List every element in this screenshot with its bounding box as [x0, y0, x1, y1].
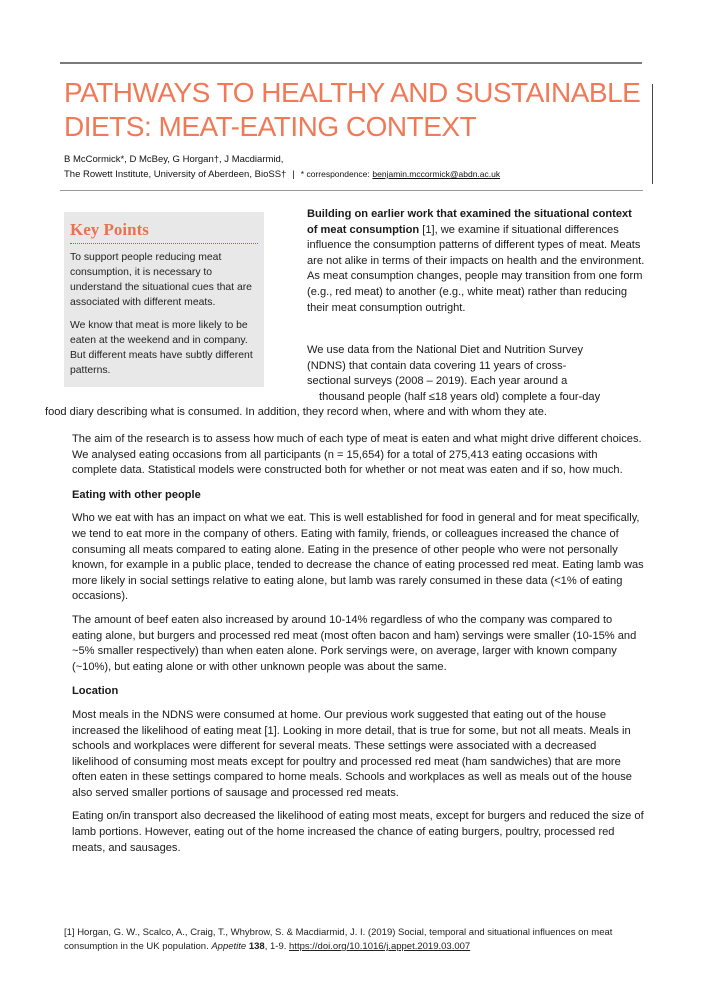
intro-p2-line-1: We use data from the National Diet and Nutrition Survey	[307, 344, 584, 356]
doi-link[interactable]: https://doi.org/10.1016/j.appet.2019.03.007	[289, 941, 471, 952]
intro-p2-line-3: sectional surveys (2008 – 2019). Each year around a	[307, 375, 568, 388]
key-point-1: To support people reducing meat consumption, it is necessary to understand the situational cues that are associated with different meats.	[70, 252, 252, 308]
reference-footnote	[64, 926, 644, 954]
reference-pages: , 1-9.	[264, 941, 290, 952]
reference-journal: Appetite	[211, 941, 247, 952]
author-block	[64, 153, 500, 182]
header-divider	[60, 190, 643, 191]
company-paragraph-2: The amount of beef eaten also increased by around 10-14% regardless of who the company was compared to eating alone, but burgers and processed red meat (most often bacon and ham) servings were smaller (10-15% and ~5% smaller respectively) than when eaten alone. Pork servings were, on average, larger with known company (~10%), but eating alone or with other unknown people was about the same.	[72, 613, 637, 673]
affiliation: The Rowett Institute, University of Aberdeen, BioSS†	[64, 169, 287, 180]
authors-list: B McCormick*, D McBey, G Horgan†, J Macdiarmid,	[64, 154, 284, 165]
reference-text: [1] Horgan, G. W., Scalco, A., Craig, T., Whybrow, S. & Macdiarmid, J. I. (2019) Social, temporal and situational influences on meat consumption in the UK population.	[64, 927, 613, 952]
email-link[interactable]: benjamin.mccormick@abdn.ac.uk	[372, 169, 501, 179]
intro-bold-lead: Building on earlier work that examined the situational context of meat consumption	[307, 208, 632, 236]
location-paragraph-1: Most meals in the NDNS were consumed at home. Our previous work suggested that eating out of the house increased the likelihood of eating meat [1]. Looking in more detail, that is true for some, but not all meats. Meals in schools and workplaces were different for several meats. These settings were associated with a decreased likelihood of consuming most meats except for poultry and processed red meat (ham sandwiches) that are more often eaten in these settings compared to home meals. Schools and workplaces as well as meals out of the house also served smaller portions of sausage and processed red meats.	[72, 708, 632, 799]
section-heading-company: Eating with other people	[72, 488, 201, 501]
reference-volume: 138	[248, 941, 265, 952]
key-point-2: We know that meat is more likely to be eaten at the weekend and in company. But different meats have subtly different patterns.	[70, 320, 253, 376]
intro-paragraph-1	[307, 207, 645, 316]
key-points-box	[64, 212, 264, 387]
correspondence-label: * correspondence:	[300, 169, 370, 179]
intro-p2-line-5: food diary describing what is consumed. In addition, they record when, where and with whom they ate.	[45, 406, 547, 418]
intro-p2-line-4: thousand people (half ≤18 years old) complete a four-day	[319, 390, 601, 403]
page-title	[64, 76, 654, 144]
main-column	[72, 432, 644, 856]
intro-paragraph-2-top	[307, 343, 652, 405]
intro-rest: [1], we examine if situational differences influence the consumption patterns of different types of meat. Meats are not alike in terms of their impacts on health and the environment. As meat consumption changes, people may transition from one form (e.g., red meat) to another (e.g., white meat) rather than reducing their meat consumption outright.	[307, 223, 645, 314]
title-line-2: DIETS: MEAT-EATING CONTEXT	[64, 111, 477, 142]
affiliation-line	[64, 167, 500, 182]
intro-column	[307, 207, 645, 316]
section-heading-location: Location	[72, 685, 119, 698]
aim-paragraph: The aim of the research is to assess how much of each type of meat is eaten and what might drive different choices. We analysed eating occasions from all participants (n = 15,654) for a total of 275,413 eating occasions with complete data. Statistical models were constructed both for whether or not meat was eaten and if so, how much.	[72, 433, 642, 477]
intro-p2-line-2: (NDNS) that contain data covering 11 years of cross-	[307, 359, 567, 372]
top-rule	[60, 62, 642, 64]
title-line-1: PATHWAYS TO HEALTHY AND SUSTAINABLE	[64, 77, 641, 108]
company-paragraph-1: Who we eat with has an impact on what we eat. This is well established for food in general and for meat specifically, we tend to eat more in the company of others. Eating with family, friends, or colleagues increased the chance of consuming all meats compared to eating alone. Eating in the presence of other people who were not personally known, for example in a public place, tended to decrease the chance of eating processed red meat. Eating lamb was more likely in social settings relative to eating alone, but lamb was rarely consumed in these data (<1% of eating occasions).	[72, 512, 644, 603]
separator: |	[292, 169, 295, 180]
key-points-title: Key Points	[70, 220, 258, 244]
location-paragraph-2: Eating on/in transport also decreased the likelihood of eating most meats, except for burgers and reduced the size of lamb portions. However, eating out of the home increased the chance of eating burgers, poultry, processed red meats, and sausages.	[72, 810, 644, 854]
